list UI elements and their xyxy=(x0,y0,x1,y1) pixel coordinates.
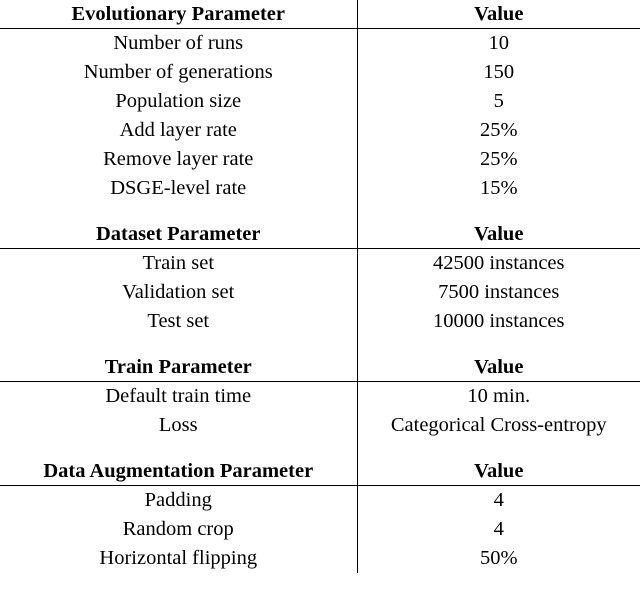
section-header-value: Value xyxy=(357,353,640,382)
parameter-name: DSGE-level rate xyxy=(0,174,357,203)
table-row xyxy=(0,486,640,516)
table-row xyxy=(0,145,640,174)
parameter-value: 10 min. xyxy=(467,385,531,407)
table-row xyxy=(0,249,640,279)
section-header-value: Value xyxy=(357,457,640,486)
spacer-cell xyxy=(357,203,640,220)
spacer-cell xyxy=(0,336,357,353)
spacer-cell xyxy=(0,440,357,457)
table-row xyxy=(0,307,640,336)
parameter-value: 42500 instances xyxy=(432,252,565,274)
parameter-value: 25% xyxy=(479,148,518,170)
parameter-value: 5 xyxy=(493,90,504,112)
parameter-name: Horizontal flipping xyxy=(0,544,357,573)
table-row xyxy=(0,278,640,307)
table-row xyxy=(0,116,640,145)
parameter-value: 7500 instances xyxy=(438,281,560,303)
spacer-cell xyxy=(357,440,640,457)
section-header-parameter: Dataset Parameter xyxy=(0,220,357,249)
parameter-name: Add layer rate xyxy=(0,116,357,145)
parameter-value: 50% xyxy=(479,547,518,569)
parameter-name: Number of runs xyxy=(0,29,357,59)
parameter-name: Default train time xyxy=(0,382,357,412)
parameter-value: 15% xyxy=(479,177,518,199)
table-row xyxy=(0,411,640,440)
table-row xyxy=(0,382,640,412)
parameter-value: 150 xyxy=(483,61,515,83)
parameter-name: Remove layer rate xyxy=(0,145,357,174)
section-header-parameter: Train Parameter xyxy=(0,353,357,382)
table-row xyxy=(0,515,640,544)
section-header-row xyxy=(0,457,640,486)
parameter-value: 25% xyxy=(479,119,518,141)
table-row xyxy=(0,544,640,573)
parameter-name: Population size xyxy=(0,87,357,116)
parameter-value: 10000 instances xyxy=(432,310,565,332)
parameter-name: Train set xyxy=(0,249,357,279)
parameter-name: Loss xyxy=(0,411,357,440)
section-header-row xyxy=(0,353,640,382)
section-header-parameter: Data Augmentation Parameter xyxy=(0,457,357,486)
spacer-cell xyxy=(0,203,357,220)
parameter-value: 10 xyxy=(488,32,509,54)
section-header-parameter: Evolutionary Parameter xyxy=(0,0,357,29)
section-header-value: Value xyxy=(357,0,640,29)
parameter-name: Random crop xyxy=(0,515,357,544)
parameter-value: Categorical Cross-entropy xyxy=(390,414,607,436)
section-spacer xyxy=(0,336,640,353)
section-spacer xyxy=(0,440,640,457)
table-row xyxy=(0,29,640,59)
spacer-cell xyxy=(357,336,640,353)
section-spacer xyxy=(0,203,640,220)
parameter-value: 4 xyxy=(493,489,504,511)
section-header-row xyxy=(0,220,640,249)
section-header-row xyxy=(0,0,640,29)
parameter-name: Validation set xyxy=(0,278,357,307)
parameter-name: Number of generations xyxy=(0,58,357,87)
parameter-value: 4 xyxy=(493,518,504,540)
table-row xyxy=(0,58,640,87)
parameter-name: Padding xyxy=(0,486,357,516)
parameter-name: Test set xyxy=(0,307,357,336)
section-header-value: Value xyxy=(357,220,640,249)
table-row xyxy=(0,174,640,203)
table-row xyxy=(0,87,640,116)
